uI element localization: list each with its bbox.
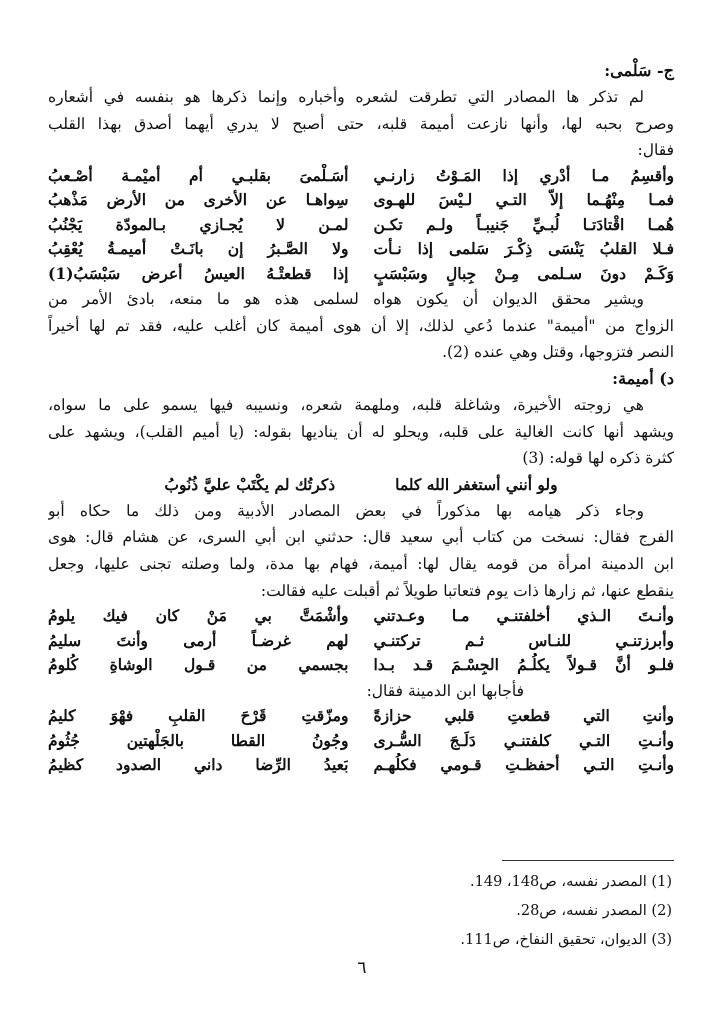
paragraph-line: وصرح بحبه لها، وأنها نازعت أميمة قلبه، حتى أصبح لا يدري أيهما أصدق بهذا القلب (48, 114, 674, 133)
verse-line (48, 188, 674, 213)
paragraph-line: ويشير محقق الديوان أن يكون هواه لسلمى هذه هو ما منعه، بادئ الأمر من (48, 290, 644, 309)
paragraph-line: فقال: (637, 141, 674, 160)
verse-line (48, 237, 674, 262)
verse-second-half: أسَـلْمىَ بقلبـي أم أميْمـة أصْـعبُ (48, 165, 349, 185)
footnotes (48, 868, 672, 955)
footnote: (1) المصدر نفسه، ص148، 149. (470, 874, 672, 890)
poem-umayma (48, 604, 674, 678)
verse-second-half: بَعيدُ الرِّضا داني الصدود كظيمُ (48, 755, 349, 775)
verse-line (48, 704, 674, 729)
verse-first-half: وأبرزتنـي للنـاس ثـم تركتنـي (373, 630, 674, 650)
verse-first-half: وأنـتَ الـذي أخلفتنـي مـا وعـدتني (373, 606, 674, 626)
verse-second-half: ومزّقتِ قَرْحَ القلبِ فهْوَ كليمُ (48, 706, 349, 726)
verse-first-half: هُمـا اقْتادَتـا لُبـيِّ جَنيبـاً ولـم تكـن (373, 214, 674, 234)
verse-first-half: فـلا القلبُ يَنْسَى ذِكْـرَ سَلمى إذا نـأت (373, 239, 674, 259)
paragraph-line: الفرج فقال: نسخت من كتاب أبي سعيد قال: حدثني ابن أبي السرى، عن هشام قال: هوى (48, 528, 674, 547)
verse-first-half: وأنـتِ التـي أحفظـتِ قـومي فكلُهـم (373, 755, 674, 775)
paragraph-line: لم تذكر ها المصادر التي تطرقت لشعره وأخباره وإنما ذكرها هو بنفسه في أشعاره (48, 88, 644, 106)
footnote: (2) المصدر نفسه، ص28. (516, 903, 672, 919)
paragraph-line: ابن الدمينة امرأة من قومه يقال لها: أميمة، فهام بها مدة، ولما وصلته تجنى عليها، وجعل (48, 555, 674, 574)
page-number: ٦ (357, 958, 367, 978)
verse-line (48, 653, 674, 678)
paragraph-line: النصر فتزوجها، وقتل وهي عنده (2). (442, 343, 674, 362)
paragraph-line: هي زوجته الأخيرة، وشاغلة قلبه، وملهمة شعره، ونسيبه فيها يسمو على ما سواه، (48, 396, 644, 415)
verse-first-half: وأنـتِ التـي كلفتنـي دَلَـجَ السُّـرى (373, 730, 674, 750)
section-heading-salma: ج- سَلْمى: (604, 61, 674, 80)
footnote: (3) الديوان، تحقيق النفاخ، ص111. (460, 932, 672, 948)
paragraph-line: كثرة ذكره لها قوله: (3) (522, 449, 674, 468)
poem-ibn-dumayna (48, 704, 674, 778)
verse-line (48, 213, 674, 238)
verse-first-half: وأنتِ التي قطعتِ قلبي حزازةً (373, 706, 674, 726)
verse-second-half: سِواهـا عن الأخرى من الأرض مَذْهبُ (48, 190, 349, 210)
verse-first-half: فمـا مِنْهُـما إلاّ التـي لـيْسَ للهـوى (373, 190, 674, 210)
section-heading-umayma: د) أميمة: (612, 369, 674, 389)
page-body (48, 58, 674, 778)
paragraph-line: وجاء ذكر هيامه بها مذكوراً في بعض المصادر الأدبية ومن ذلك ما حكاه أبو (48, 501, 644, 520)
verse-line (48, 729, 674, 754)
verse-first-half: وأقسِمُ مـا أدْري إذا المَـوْتُ زارنـي (373, 165, 674, 185)
verse-line (48, 262, 674, 287)
paragraph-line: ينقطع عنها، ثم زارها ذات يوم فتعاتبا طويلاً ثم أقبلت عليه فقالت: (260, 581, 674, 600)
paragraph-line: الزواج من "أميمة" عندما دُعي لذلك، إلا أن هوى أميمة كان أغلب عليه، فقد تم لها أخيراً (48, 316, 674, 335)
verse-line (48, 629, 674, 654)
verse-second-half: لمـن لا يُجـازي بـالمودّة يَجْنُبُ (48, 214, 349, 234)
single-verse-line (48, 472, 674, 498)
footnote-separator (502, 860, 674, 861)
verse-first-half: فلـو أنَّ قـولاً يكلُـمُ الجِسْـمَ قـد بـدا (373, 655, 674, 675)
verse-second-half: ذكرتُك لم يكْتَبْ عليَّ ذُنُوبُ (164, 474, 336, 494)
answer-intro: فأجابها ابن الدمينة فقال: (366, 681, 524, 700)
verse-second-half: وأشْمَتَّ بي مَنْ كان فيك يلومُ (48, 606, 349, 626)
verse-second-half: ولا الصَّـبرُ إن بانَـتْ أميمـةُ يُعْقِبُ (48, 239, 349, 259)
paragraph-line: ويشهد أنها كانت الغالية على قلبه، ويحلو له أن يناديها بقوله: (يا أميم القلب)، ويشهد على (48, 422, 674, 441)
verse-second-half: لهم غرضـاً أرمى وأنتَ سليمُ (48, 630, 349, 650)
verse-first-half: وَكَـمْ دونَ سـلمى مِـنْ جِبالٍ وسَبْسَبٍ (373, 263, 674, 283)
verse-first-half: ولو أنني أستغفر الله كلما (395, 474, 558, 494)
verse-second-half: إذا قطعتْـهُ العيسُ أعرض سَبْسَبُ(1) (48, 263, 349, 283)
verse-second-half: وجُونُ القطا بالجَلْهتين جُثُومُ (48, 730, 349, 750)
verse-line (48, 164, 674, 189)
verse-second-half: بجسمي من قـول الوشاةِ كُلومُ (48, 655, 349, 675)
verse-line (48, 604, 674, 629)
verse-line (48, 753, 674, 778)
poem-salma (48, 164, 674, 287)
